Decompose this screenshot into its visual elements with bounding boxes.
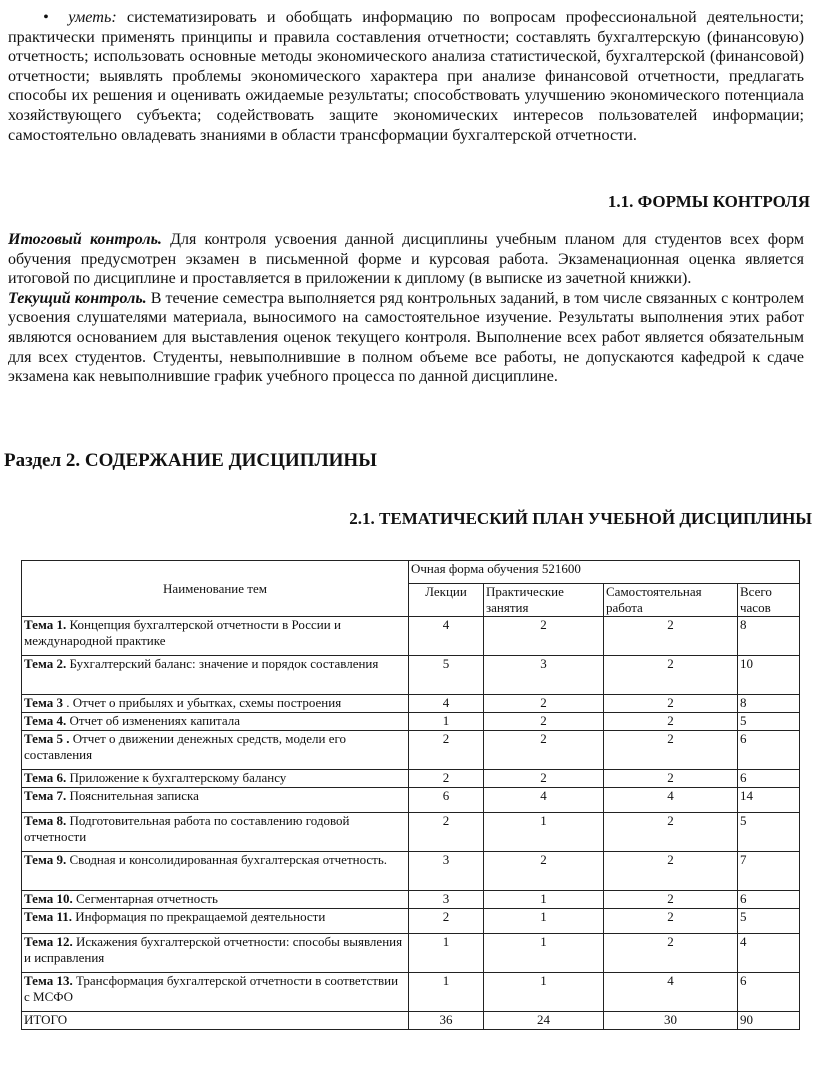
self-study-cell: 2 xyxy=(604,934,738,973)
table-row xyxy=(22,713,800,731)
topic-title: . Отчет о прибылях и убытках, схемы построения xyxy=(66,695,342,710)
practice-cell: 2 xyxy=(484,731,604,770)
total-hours-cell: 10 xyxy=(738,656,800,695)
self-study-cell: 2 xyxy=(604,770,738,788)
topic-cell xyxy=(22,770,409,788)
self-study-cell: 2 xyxy=(604,909,738,934)
topic-cell xyxy=(22,909,409,934)
topic-number: Тема 7. xyxy=(24,788,67,803)
self-study-cell: 2 xyxy=(604,891,738,909)
total-hours-cell: 6 xyxy=(738,973,800,1012)
col-header-topic: Наименование тем xyxy=(22,561,409,617)
topic-title: Информация по прекращаемой деятельности xyxy=(75,909,326,924)
topic-cell xyxy=(22,788,409,813)
self-study-cell: 2 xyxy=(604,656,738,695)
practice-cell: 2 xyxy=(484,852,604,891)
current-control-paragraph xyxy=(8,289,804,387)
topic-cell xyxy=(22,813,409,852)
table-row xyxy=(22,788,800,813)
practice-cell: 1 xyxy=(484,891,604,909)
self-study-cell: 2 xyxy=(604,852,738,891)
topic-cell xyxy=(22,731,409,770)
final-control-term: Итоговый контроль. xyxy=(8,231,162,248)
table-body xyxy=(22,617,800,1012)
lectures-cell: 4 xyxy=(409,695,484,713)
lectures-cell: 5 xyxy=(409,656,484,695)
table-row xyxy=(22,891,800,909)
practice-cell: 4 xyxy=(484,788,604,813)
lectures-cell: 3 xyxy=(409,891,484,909)
skills-bullet xyxy=(8,8,804,145)
topic-title: Приложение к бухгалтерскому балансу xyxy=(69,770,287,785)
topic-number: Тема 1. xyxy=(24,617,67,632)
topic-cell xyxy=(22,934,409,973)
lectures-cell: 2 xyxy=(409,770,484,788)
lectures-cell: 2 xyxy=(409,731,484,770)
topic-title: Трансформация бухгалтерской отчетности в соответствии с МСФО xyxy=(24,973,399,1004)
thematic-plan-heading: 2.1. ТЕМАТИЧЕСКИЙ ПЛАН УЧЕБНОЙ ДИСЦИПЛИНЫ xyxy=(349,509,812,528)
topic-cell xyxy=(22,656,409,695)
topic-number: Тема 12. xyxy=(24,934,73,949)
practice-cell: 2 xyxy=(484,713,604,731)
col-header-lectures: Лекции xyxy=(409,584,484,617)
thematic-plan-table xyxy=(21,560,800,1030)
lectures-cell: 6 xyxy=(409,788,484,813)
lectures-cell: 4 xyxy=(409,617,484,656)
final-control-text: Для контроля усвоения данной дисциплины учебным планом для студентов всех форм обучения предусмотрен экзамен в письменной форме и курсовая работа. Экзаменационная оценка является итоговой по дисциплине и проставляется в приложении к диплому (в выписке из зачетной книжки). xyxy=(8,231,804,288)
topic-title: Сегментарная отчетность xyxy=(75,891,218,906)
lectures-cell: 3 xyxy=(409,852,484,891)
practice-cell: 1 xyxy=(484,909,604,934)
total-hours-cell: 6 xyxy=(738,770,800,788)
self-study-cell: 2 xyxy=(604,617,738,656)
total-hours-cell: 5 xyxy=(738,713,800,731)
table-row xyxy=(22,813,800,852)
total-lectures: 36 xyxy=(409,1012,484,1030)
practice-cell: 1 xyxy=(484,813,604,852)
current-control-term: Текущий контроль. xyxy=(8,289,147,307)
total-hours-cell: 5 xyxy=(738,813,800,852)
topic-title: Пояснительная записка xyxy=(69,788,199,803)
topic-cell xyxy=(22,973,409,1012)
practice-cell: 1 xyxy=(484,973,604,1012)
total-hours-cell: 14 xyxy=(738,788,800,813)
lectures-cell: 2 xyxy=(409,909,484,934)
self-study-cell: 2 xyxy=(604,713,738,731)
total-hours-cell: 5 xyxy=(738,909,800,934)
topic-number: Тема 11. xyxy=(24,909,72,924)
self-study-cell: 2 xyxy=(604,695,738,713)
total-hours-cell: 8 xyxy=(738,695,800,713)
total-self-study: 30 xyxy=(604,1012,738,1030)
practice-cell: 1 xyxy=(484,934,604,973)
topic-number: Тема 6. xyxy=(24,770,67,785)
table-row xyxy=(22,770,800,788)
table-row xyxy=(22,852,800,891)
topic-number: Тема 13. xyxy=(24,973,73,988)
col-header-study-form: Очная форма обучения 521600 xyxy=(409,561,800,584)
topic-number: Тема 3 xyxy=(24,695,63,710)
table-row xyxy=(22,731,800,770)
forms-of-control-heading: 1.1. ФОРМЫ КОНТРОЛЯ xyxy=(607,192,810,211)
col-header-self-study: Самостоятельная работа xyxy=(604,584,738,617)
self-study-cell: 4 xyxy=(604,788,738,813)
bullet-text: систематизировать и обобщать информацию по вопросам профессиональной деятельности; практически применять принципы и правила составления отчетности; составлять бухгалтерскую (финансовую) отчетность; использовать основные методы экономического анализа статистической, бухгалтерской (финансовой) отчетности; выявлять проблемы экономического характера при анализе финансовой отчетности, предлагать способы их решения и оценивать ожидаемые результаты; способствовать улучшению экономического потенциала хозяйствующего субъекта; содействовать защите экономических интересов пользователей информации; самостоятельно овладевать знаниями в области трансформации бухгалтерской отчетности. xyxy=(8,8,805,144)
lectures-cell: 2 xyxy=(409,813,484,852)
topic-number: Тема 8. xyxy=(24,813,67,828)
self-study-cell: 2 xyxy=(604,813,738,852)
bullet-marker: • xyxy=(43,8,49,26)
topic-number: Тема 4. xyxy=(24,713,67,728)
total-row xyxy=(22,1012,800,1030)
section-heading: Раздел 2. СОДЕРЖАНИЕ ДИСЦИПЛИНЫ xyxy=(4,450,377,471)
topic-title: Отчет о движении денежных средств, модели его составления xyxy=(24,731,347,762)
lectures-cell: 1 xyxy=(409,973,484,1012)
final-control-paragraph xyxy=(8,230,804,289)
topic-cell xyxy=(22,852,409,891)
total-hours: 90 xyxy=(738,1012,800,1030)
topic-cell xyxy=(22,713,409,731)
topic-title: Отчет об изменениях капитала xyxy=(69,713,241,728)
topic-cell xyxy=(22,617,409,656)
practice-cell: 2 xyxy=(484,695,604,713)
practice-cell: 2 xyxy=(484,617,604,656)
topic-cell xyxy=(22,891,409,909)
topic-title: Сводная и консолидированная бухгалтерская отчетность. xyxy=(69,852,388,867)
topic-title: Подготовительная работа по составлению годовой отчетности xyxy=(24,813,350,844)
self-study-cell: 2 xyxy=(604,731,738,770)
lectures-cell: 1 xyxy=(409,934,484,973)
topic-cell xyxy=(22,695,409,713)
total-hours-cell: 6 xyxy=(738,891,800,909)
table-row xyxy=(22,973,800,1012)
bullet-lead: уметь: xyxy=(68,8,117,26)
control-description xyxy=(8,230,804,387)
topic-number: Тема 2. xyxy=(24,656,67,671)
total-hours-cell: 4 xyxy=(738,934,800,973)
lectures-cell: 1 xyxy=(409,713,484,731)
topic-number: Тема 5 . xyxy=(24,731,70,746)
topic-number: Тема 10. xyxy=(24,891,73,906)
col-header-total-hours: Всего часов xyxy=(738,584,800,617)
current-control-text: В течение семестра выполняется ряд контрольных заданий, в том числе связанных с контролем усвоения слушателями материала, выносимого на самостоятельное изучение. Результаты выполнения этих работ являются основанием для выставления оценок текущего контроля. Выполнение всех работ является обязательным для всех студентов. Студенты, невыполнившие в полном объеме все работы, не допускаются кафедрой к сдаче экзамена как невыполнившие график учебного процесса по данной дисциплине. xyxy=(8,289,805,386)
table-row xyxy=(22,909,800,934)
topic-title: Концепция бухгалтерской отчетности в России и международной практике xyxy=(24,617,341,648)
table-row xyxy=(22,934,800,973)
total-label: ИТОГО xyxy=(22,1012,409,1030)
topic-number: Тема 9. xyxy=(24,852,67,867)
practice-cell: 3 xyxy=(484,656,604,695)
total-hours-cell: 6 xyxy=(738,731,800,770)
total-practice: 24 xyxy=(484,1012,604,1030)
topic-title: Бухгалтерский баланс: значение и порядок составления xyxy=(69,656,379,671)
practice-cell: 2 xyxy=(484,770,604,788)
table-row xyxy=(22,695,800,713)
table-row xyxy=(22,656,800,695)
col-header-practice: Практические занятия xyxy=(484,584,604,617)
topic-title: Искажения бухгалтерской отчетности: способы выявления и исправления xyxy=(24,934,403,965)
table-row xyxy=(22,617,800,656)
total-hours-cell: 7 xyxy=(738,852,800,891)
self-study-cell: 4 xyxy=(604,973,738,1012)
total-hours-cell: 8 xyxy=(738,617,800,656)
